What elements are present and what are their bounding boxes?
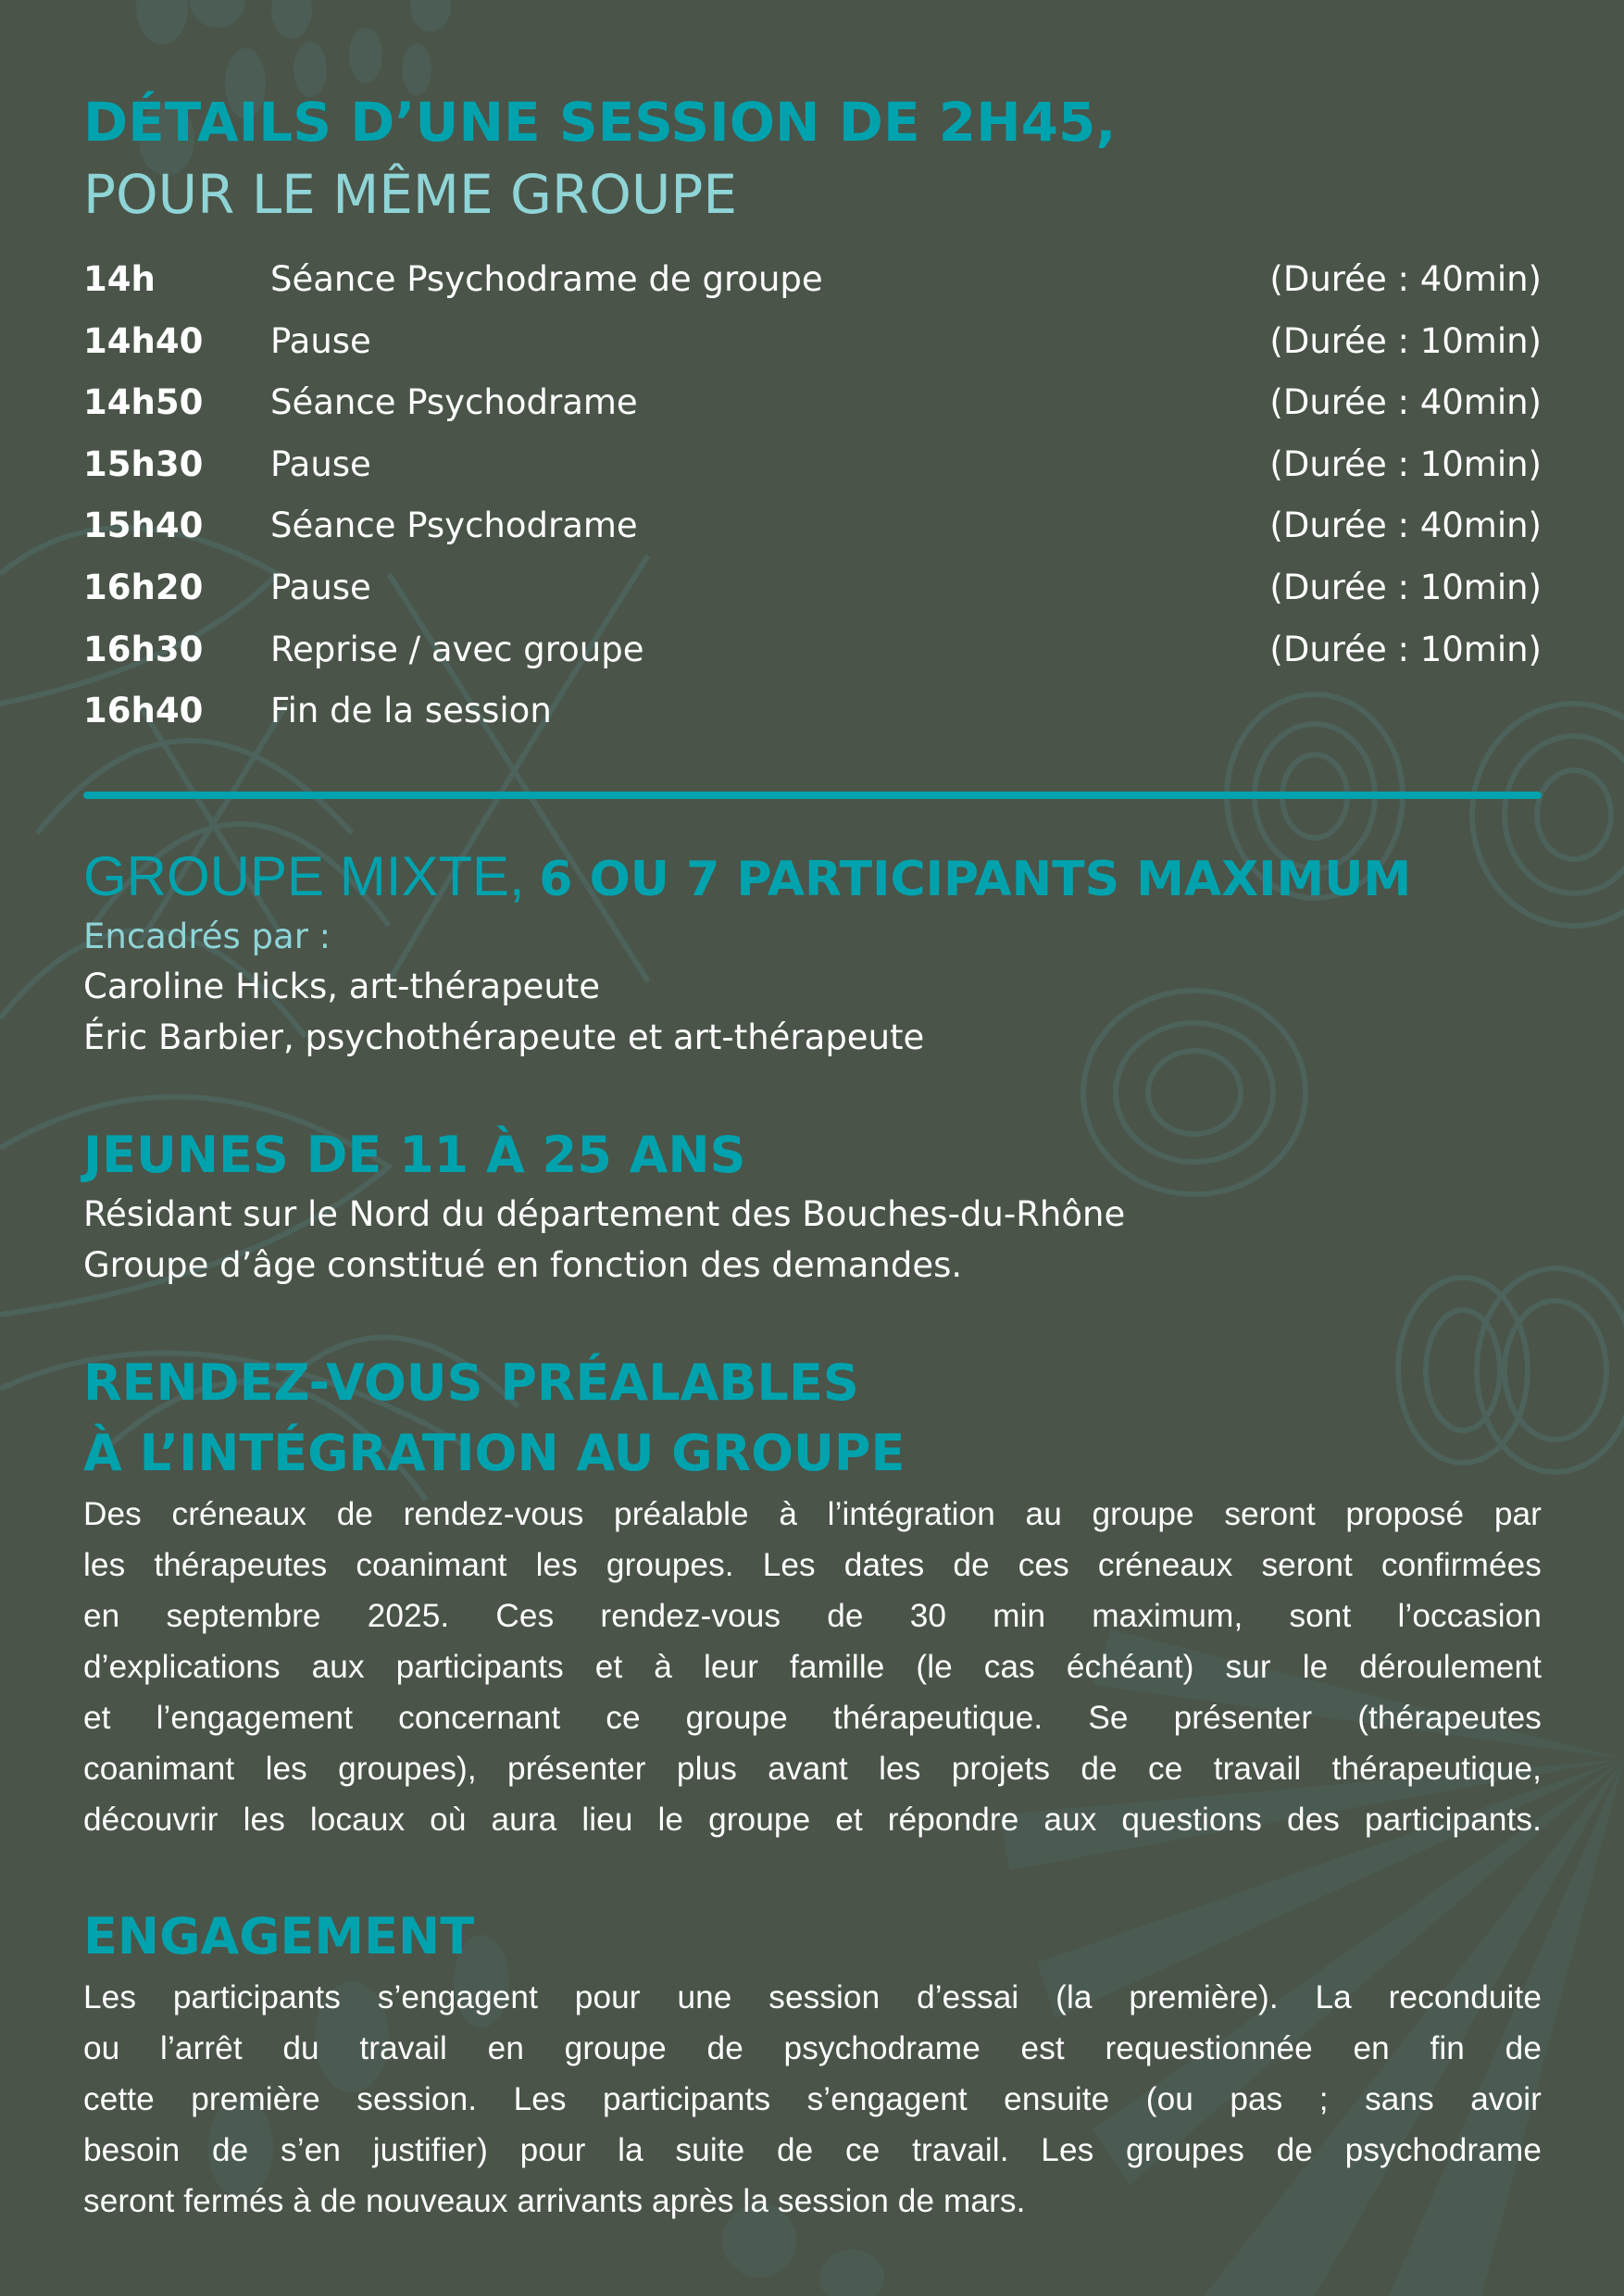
session-schedule: [83, 252, 1542, 745]
paragraph-line: coanimant les groupes), présenter plus avant les projets de ce travail thérapeutique,: [83, 1751, 1542, 1787]
engagement-heading: ENGAGEMENT: [83, 1907, 475, 1965]
schedule-duration: (Durée : 40min): [1269, 382, 1542, 423]
schedule-activity: Pause: [270, 443, 371, 484]
schedule-activity: Reprise / avec groupe: [270, 629, 644, 669]
appointments-paragraph: [83, 1489, 1542, 1845]
schedule-activity: Fin de la session: [270, 691, 552, 731]
paragraph-line: découvrir les locaux où aura lieu le groupe et répondre aux questions des participants.: [83, 1802, 1542, 1838]
youth-line-1: Résidant sur le Nord du département des Bouches-du-Rhône: [83, 1194, 1126, 1234]
schedule-duration: (Durée : 10min): [1269, 320, 1542, 361]
page-title: DÉTAILS D’UNE SESSION DE 2H45,: [83, 91, 1117, 154]
paragraph-line: d’explications aux participants et à leur famille (le cas échéant) sur le déroulement: [83, 1649, 1542, 1685]
schedule-duration: (Durée : 10min): [1269, 567, 1542, 607]
schedule-time: 14h: [83, 259, 156, 299]
schedule-activity: Pause: [270, 320, 371, 361]
youth-line-2: Groupe d’âge constitué en fonction des demandes.: [83, 1245, 963, 1285]
paragraph-line: et l’engagement concernant ce groupe thérapeutique. Se présenter (thérapeutes: [83, 1700, 1542, 1736]
paragraph-line: seront fermés à de nouveaux arrivants après la session de mars.: [83, 2183, 1026, 2219]
schedule-activity: Pause: [270, 567, 371, 607]
schedule-activity: Séance Psychodrame: [270, 382, 638, 423]
paragraph-line: Des créneaux de rendez-vous préalable à l’intégration au groupe seront proposé par: [83, 1496, 1542, 1532]
schedule-activity: Séance Psychodrame de groupe: [270, 259, 823, 299]
schedule-time: 15h30: [83, 443, 204, 484]
schedule-duration: (Durée : 10min): [1269, 443, 1542, 484]
schedule-row: [83, 560, 1542, 622]
appointments-heading-line-2: À L’INTÉGRATION AU GROUPE: [83, 1424, 906, 1482]
schedule-row: [83, 314, 1542, 376]
supervisor-2: Éric Barbier, psychothérapeute et art-thérapeute: [83, 1017, 925, 1057]
supervised-by-label: Encadrés par :: [83, 917, 331, 956]
schedule-time: 14h50: [83, 382, 204, 423]
schedule-time: 16h30: [83, 629, 204, 669]
supervisor-1: Caroline Hicks, art-thérapeute: [83, 967, 601, 1006]
schedule-activity: Séance Psychodrame: [270, 505, 638, 546]
schedule-row: [83, 437, 1542, 499]
youth-heading: JEUNES DE 11 À 25 ANS: [83, 1126, 746, 1184]
schedule-duration: (Durée : 10min): [1269, 629, 1542, 669]
paragraph-line: en septembre 2025. Ces rendez-vous de 30 min maximum, sont l’occasion: [83, 1598, 1542, 1634]
paragraph-line: cette première session. Les participants s’engagent ensuite (ou pas ; sans avoir: [83, 2081, 1542, 2117]
paragraph-line: besoin de s’en justifier) pour la suite de ce travail. Les groupes de psychodrame: [83, 2132, 1542, 2168]
schedule-time: 15h40: [83, 505, 204, 546]
schedule-row: [83, 622, 1542, 684]
schedule-time: 16h40: [83, 691, 204, 731]
section-divider: [83, 792, 1542, 799]
schedule-row: [83, 498, 1542, 560]
paragraph-line: ou l’arrêt du travail en groupe de psychodrame est requestionnée en fin de: [83, 2030, 1542, 2066]
engagement-paragraph: [83, 1972, 1542, 2227]
schedule-row: [83, 683, 1542, 745]
appointments-heading-line-1: RENDEZ-VOUS PRÉALABLES: [83, 1354, 859, 1412]
schedule-time: 14h40: [83, 320, 204, 361]
group-heading: [83, 847, 1411, 909]
schedule-row: [83, 375, 1542, 437]
schedule-duration: (Durée : 40min): [1269, 505, 1542, 546]
paragraph-line: les thérapeutes coanimant les groupes. Les dates de ces créneaux seront confirmées: [83, 1547, 1542, 1583]
schedule-time: 16h20: [83, 567, 204, 607]
paragraph-line: Les participants s’engagent pour une session d’essai (la première). La reconduite: [83, 1979, 1542, 2015]
group-heading-bold: 6 OU 7 PARTICIPANTS MAXIMUM: [539, 852, 1412, 907]
schedule-row: [83, 252, 1542, 314]
page-subtitle: POUR LE MÊME GROUPE: [83, 163, 737, 226]
schedule-duration: (Durée : 40min): [1269, 259, 1542, 299]
group-heading-light: GROUPE MIXTE,: [83, 845, 525, 907]
